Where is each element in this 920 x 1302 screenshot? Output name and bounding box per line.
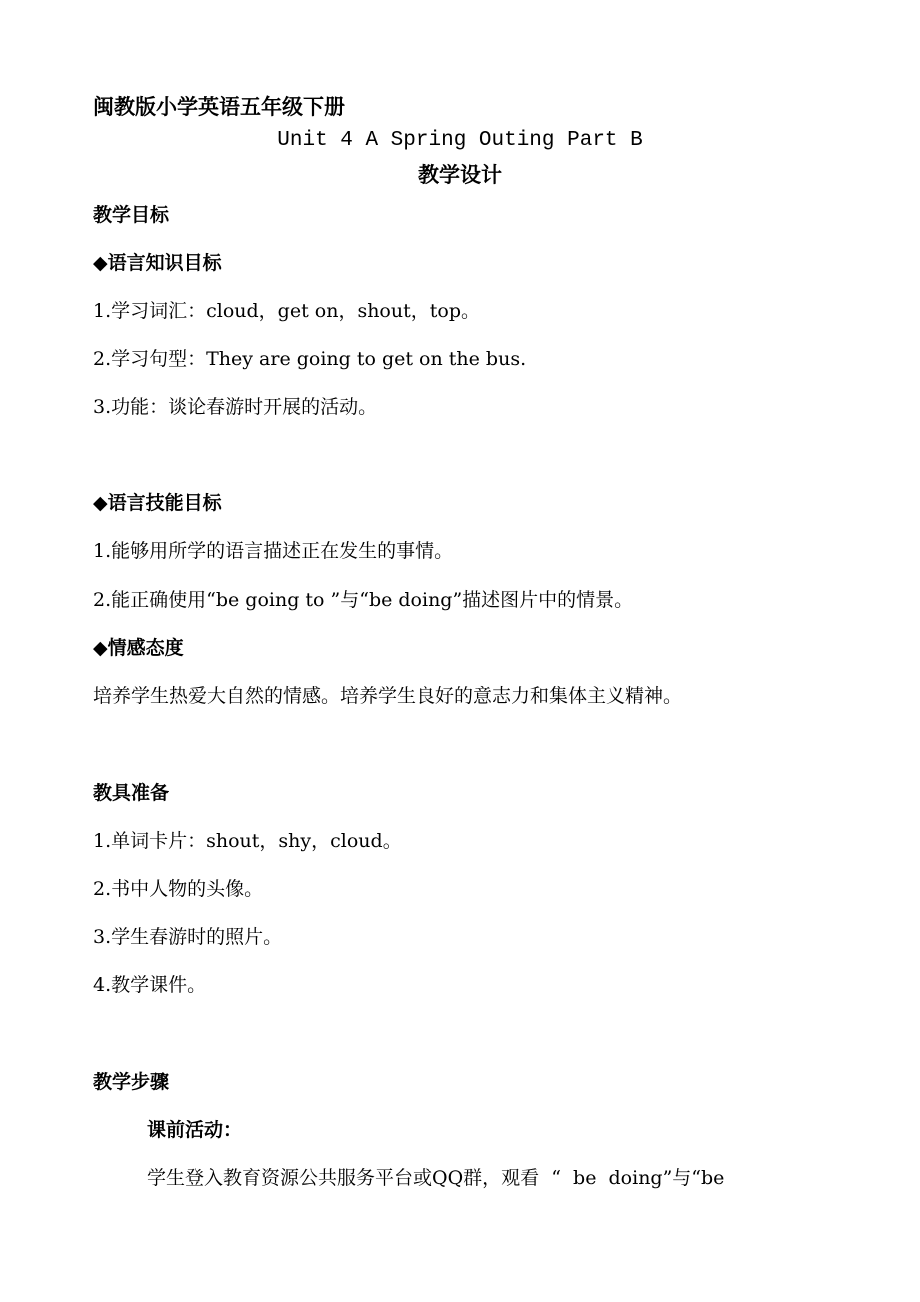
- section-heading-steps: 教学步骤: [93, 1071, 170, 1093]
- document-type: 教学设计: [418, 163, 502, 187]
- skills-item: 1.能够用所学的语言描述正在发生的事情。: [93, 540, 454, 562]
- knowledge-item: 3.功能：谈论春游时开展的活动。: [93, 396, 378, 418]
- section-heading-materials: 教具准备: [93, 782, 170, 804]
- knowledge-item: 2.学习句型：They are going to get on the bus.: [93, 348, 527, 370]
- knowledge-item: 1.学习词汇：cloud，get on，shout，top。: [93, 300, 480, 322]
- document-subtitle: Unit 4 A Spring Outing Part B: [277, 129, 643, 152]
- pre-class-text: 学生登入教育资源公共服务平台或QQ群，观看 “ be doing”与“be: [147, 1167, 725, 1189]
- subheading-skills: ◆语言技能目标: [93, 492, 222, 514]
- subheading-attitude: ◆情感态度: [93, 637, 184, 659]
- subheading-pre-class: 课前活动：: [147, 1119, 243, 1141]
- attitude-text: 培养学生热爱大自然的情感。培养学生良好的意志力和集体主义精神。: [93, 685, 683, 707]
- section-heading-objectives: 教学目标: [93, 204, 170, 226]
- document-title: 闽教版小学英语五年级下册: [93, 95, 345, 119]
- materials-item: 3.学生春游时的照片。: [93, 926, 283, 948]
- materials-item: 4.教学课件。: [93, 974, 207, 996]
- subheading-knowledge: ◆语言知识目标: [93, 252, 222, 274]
- skills-item: 2.能正确使用“be going to ”与“be doing”描述图片中的情景。: [93, 589, 634, 611]
- materials-item: 1.单词卡片：shout，shy，cloud。: [93, 830, 402, 852]
- materials-item: 2.书中人物的头像。: [93, 878, 264, 900]
